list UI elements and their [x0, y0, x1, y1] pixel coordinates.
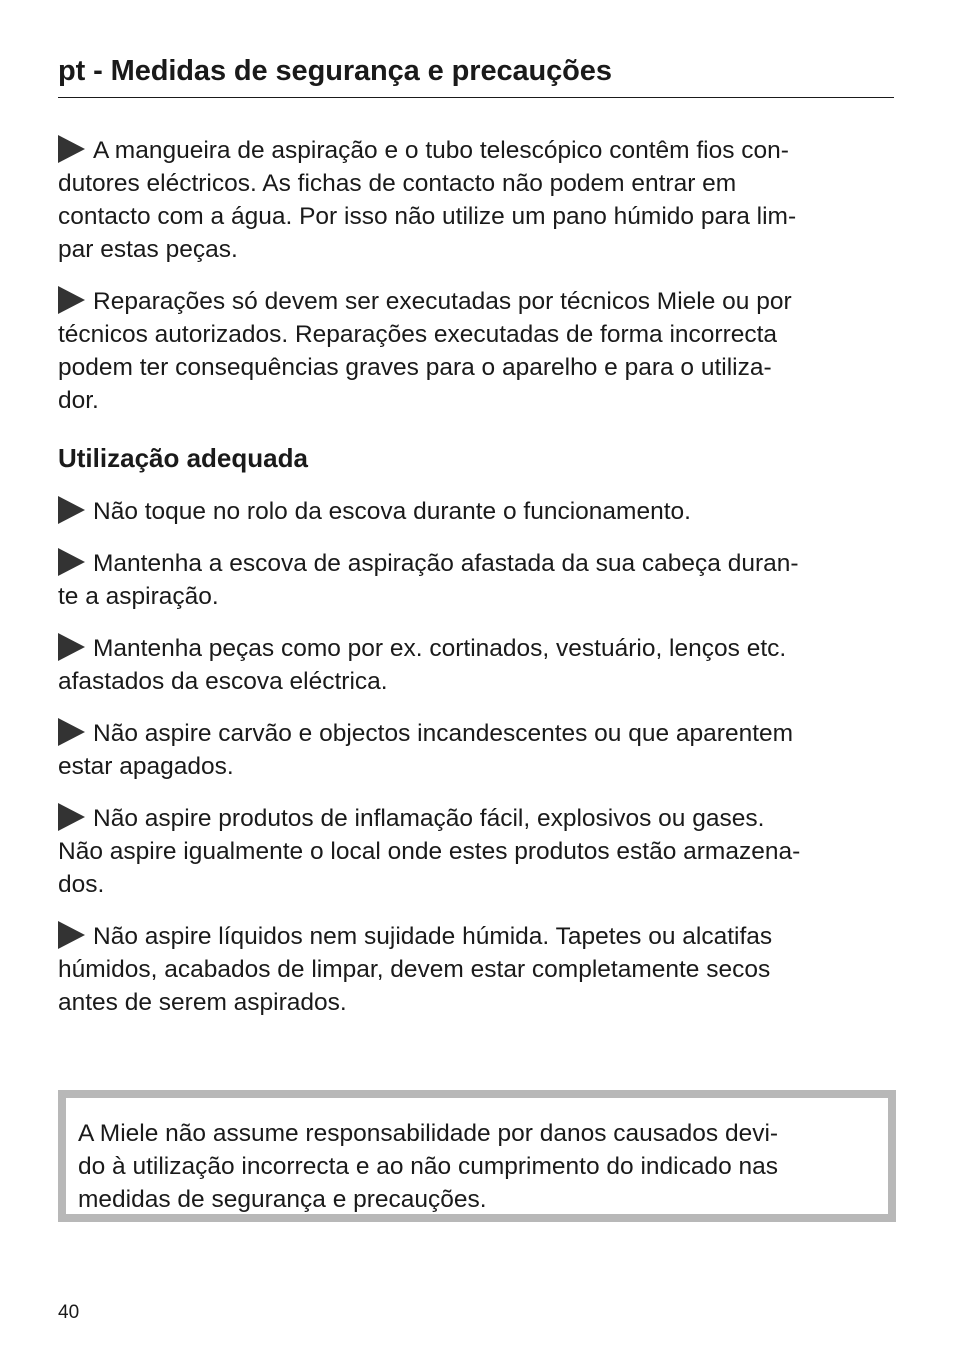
bullet-arrow-icon: [58, 548, 85, 576]
bullet-arrow-icon: [58, 921, 85, 949]
safety-item-text: Mantenha a escova de aspiração afastada da sua cabeça duran- te a aspiração.: [58, 550, 799, 610]
bullet-arrow-icon: [58, 286, 85, 314]
safety-item-text: Reparações só devem ser executadas por técnicos Miele ou por técnicos autorizados. Reparações executadas de forma incorrecta podem ter consequências graves para o aparelho e para o utiliza- dor.: [58, 288, 792, 414]
safety-item-text: Não aspire carvão e objectos incandescentes ou que aparentem estar apagados.: [58, 720, 794, 780]
safety-item-text: Não aspire líquidos nem sujidade húmida. Tapetes ou alcatifas húmidos, acabados de limpar, devem estar completamente secos antes de serem aspirados.: [58, 923, 773, 1016]
safety-item: [58, 920, 894, 1019]
bullet-arrow-icon: [58, 803, 85, 831]
section-heading: Utilização adequada: [58, 443, 308, 473]
bullet-arrow-icon: [58, 718, 85, 746]
page-number: 40: [58, 1302, 80, 1323]
safety-item-text: A mangueira de aspiração e o tubo telescópico contêm fios con- dutores eléctricos. As fichas de contacto não podem entrar em contacto com a água. Por isso não utilize um pano húmido para lim- par estas peças.: [58, 137, 797, 263]
bullet-arrow-icon: [58, 496, 85, 524]
safety-item-text: Mantenha peças como por ex. cortinados, vestuário, lenços etc. afastados da escova eléctrica.: [58, 635, 787, 695]
page-title: pt - Medidas de segurança e precauções: [58, 55, 612, 87]
bullet-arrow-icon: [58, 135, 85, 163]
safety-item: [58, 134, 894, 266]
safety-item: [58, 547, 894, 613]
liability-notice-box: [58, 1090, 896, 1222]
safety-item-text: Não aspire produtos de inflamação fácil, explosivos ou gases. Não aspire igualmente o local onde estes produtos estão armazena- dos.: [58, 805, 801, 898]
liability-notice-text: A Miele não assume responsabilidade por danos causados devi- do à utilização incorrecta e ao não cumprimento do indicado nas medidas de segurança e precauções.: [66, 1098, 888, 1214]
safety-item: [58, 632, 894, 698]
page-header: [58, 52, 894, 98]
safety-item: [58, 285, 894, 417]
safety-item: [58, 717, 894, 783]
safety-item-text: Não toque no rolo da escova durante o funcionamento.: [93, 498, 691, 525]
page-content: [58, 134, 894, 1038]
bullet-arrow-icon: [58, 633, 85, 661]
safety-item: [58, 495, 894, 528]
safety-item: [58, 802, 894, 901]
